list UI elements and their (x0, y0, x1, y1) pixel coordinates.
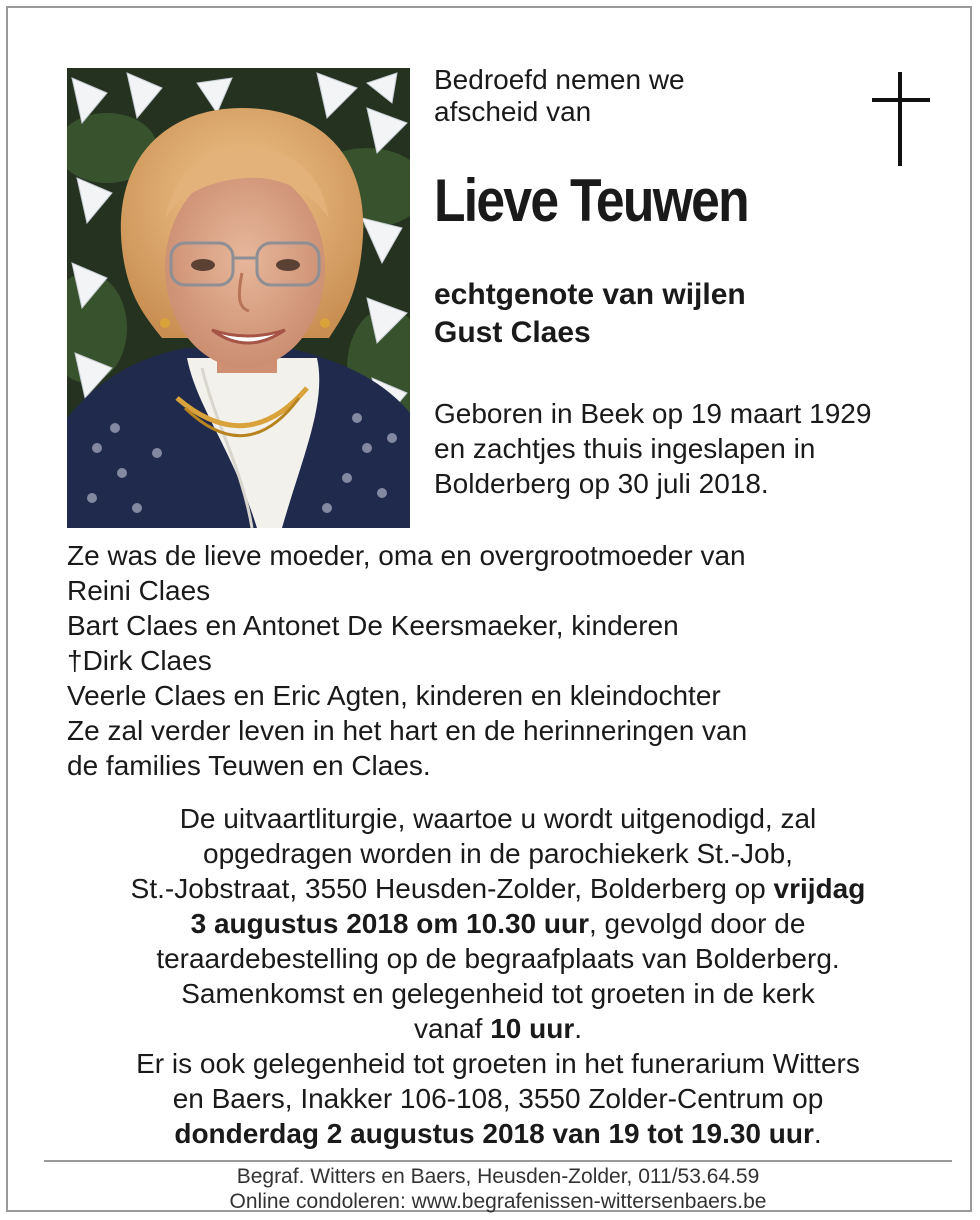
condolence-url[interactable]: Online condoleren: www.begrafenissen-wittersenbaers.be (229, 1190, 767, 1213)
service-text: . (574, 1013, 583, 1044)
intro-line: afscheid van (434, 96, 592, 127)
service-line: De uitvaartliturgie, waartoe u wordt uitgenodigd, zal (179, 803, 817, 834)
service-text: . (813, 1118, 822, 1149)
spouse-name: Gust Claes (434, 316, 591, 349)
service-text: vanaf (413, 1013, 491, 1044)
service-line (48, 871, 948, 906)
spouse-line: echtgenote van wijlen (434, 278, 746, 311)
funeral-service-info (48, 801, 948, 1151)
footer-divider (44, 1160, 952, 1162)
service-line: teraardebestelling op de begraafplaats van Bolderberg. (156, 943, 840, 974)
service-line: opgedragen worden in de parochiekerk St.-Job, (203, 838, 793, 869)
visitation-datetime: donderdag 2 augustus 2018 van 19 tot 19.30 uur (174, 1118, 814, 1149)
service-datetime: 3 augustus 2018 om 10.30 uur (190, 908, 589, 939)
born-line: en zachtjes thuis ingeslapen in (434, 433, 816, 464)
born-line: Geboren in Beek op 19 maart 1929 (434, 398, 872, 429)
spouse-info (434, 276, 746, 352)
service-line: Er is ook gelegenheid tot groeten in het funerarium Witters (136, 1048, 860, 1079)
family-line: Ze was de lieve moeder, oma en overgrootmoeder van (67, 540, 746, 571)
service-day: vrijdag (773, 873, 866, 904)
service-line: Samenkomst en gelegenheid tot groeten in de kerk (181, 978, 815, 1009)
footer (48, 1164, 948, 1214)
service-line: en Baers, Inakker 106-108, 3550 Zolder-Centrum op (172, 1083, 824, 1114)
cross-icon (872, 72, 930, 173)
service-text: , gevolgd door de (589, 908, 806, 939)
service-line (48, 1116, 948, 1151)
service-line (48, 906, 948, 941)
birth-death-info (434, 396, 871, 501)
family-line: Bart Claes en Antonet De Keersmaeker, kinderen (67, 610, 679, 641)
family-list (67, 538, 747, 783)
family-line: Veerle Claes en Eric Agten, kinderen en kleindochter (67, 680, 721, 711)
born-line: Bolderberg op 30 juli 2018. (434, 468, 769, 499)
obituary-card (6, 6, 972, 1212)
family-line: Reini Claes (67, 575, 211, 606)
intro-line: Bedroefd nemen we (434, 64, 685, 95)
family-line: de families Teuwen en Claes. (67, 750, 431, 781)
gathering-time: 10 uur (490, 1013, 575, 1044)
intro-text (434, 64, 685, 128)
family-line: †Dirk Claes (67, 645, 212, 676)
deceased-name: Lieve Teuwen (434, 167, 748, 234)
service-line (48, 1011, 948, 1046)
service-text: St.-Jobstraat, 3550 Heusden-Zolder, Bolderberg op (130, 873, 774, 904)
portrait-illustration (67, 68, 410, 528)
funeral-home-line: Begraf. Witters en Baers, Heusden-Zolder, 011/53.64.59 (236, 1165, 760, 1188)
portrait-photo (67, 68, 410, 528)
family-line: Ze zal verder leven in het hart en de herinneringen van (67, 715, 748, 746)
